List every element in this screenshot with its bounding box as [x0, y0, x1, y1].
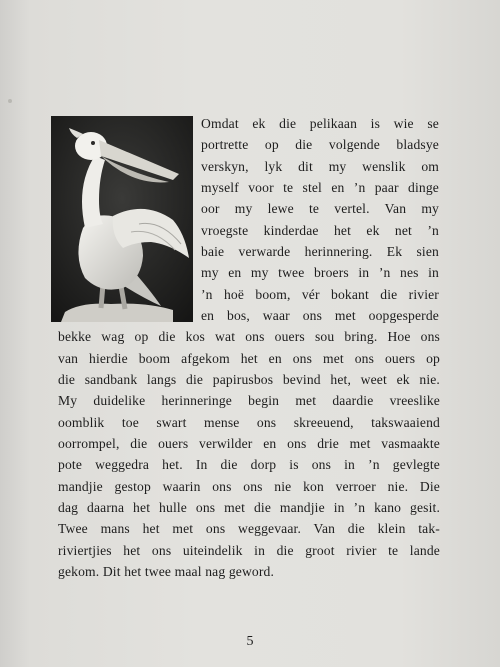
text-line-9: ’n hoë boom, vér bokant die rivier	[201, 287, 439, 302]
text-line-18: mandjie gestop waarin ons ons nie kon verroer nie. Die	[58, 479, 440, 494]
text-line-22: gekom. Dit het twee maal nag geword.	[58, 564, 275, 579]
text-line-10: en bos, waar ons met oopgesperde	[201, 308, 439, 323]
text-line-12: van hierdie boom afgekom het en ons met ons ouers op	[58, 351, 440, 366]
text-line-15: oomblik toe swart mense ons skreeuend, takswaaiend	[58, 415, 440, 430]
text-line-3: verskyn, lyk dit my wenslik om	[201, 159, 439, 174]
text-line-7: baie verwarde herinnering. Ek sien	[201, 244, 439, 259]
page-number: 5	[246, 634, 254, 649]
text-line-1: Omdat ek die pelikaan is wie se	[201, 116, 439, 131]
text-line-14: My duidelike herinneringe begin met daardie vreeslike	[58, 393, 440, 408]
text-line-8: my en my twee broers in ’n nes in	[201, 265, 439, 280]
text-line-17: pote weggedra het. In die dorp is ons in ’n gevlegte	[58, 457, 440, 472]
pelican-illustration	[51, 116, 193, 322]
text-line-6: vroegste kinderdae het ek net ’n	[201, 223, 439, 238]
pelican-photo	[51, 116, 193, 322]
text-line-5: oor my lewe te vertel. Van my	[201, 201, 439, 216]
text-line-2: portrette op die volgende bladsye	[201, 137, 439, 152]
paper-speck	[8, 99, 12, 103]
text-line-16: oorrompel, die ouers verwilder en ons drie met vasmaakte	[58, 436, 440, 451]
text-line-11: bekke wag op die kos wat ons ouers sou bring. Hoe ons	[58, 329, 440, 344]
text-line-4: myself voor te stel en ’n paar dinge	[201, 180, 439, 195]
text-line-13: die sandbank langs die papirusbos bevind het, weet ek nie.	[58, 372, 440, 387]
text-line-20: Twee mans het met ons weggevaar. Van die klein tak-	[58, 521, 440, 536]
text-line-19: dag daarna het hulle ons met die mandjie in ’n kano gesit.	[58, 500, 440, 515]
text-line-21: riviertjies het ons uiteindelik in die groot rivier te lande	[58, 543, 440, 558]
